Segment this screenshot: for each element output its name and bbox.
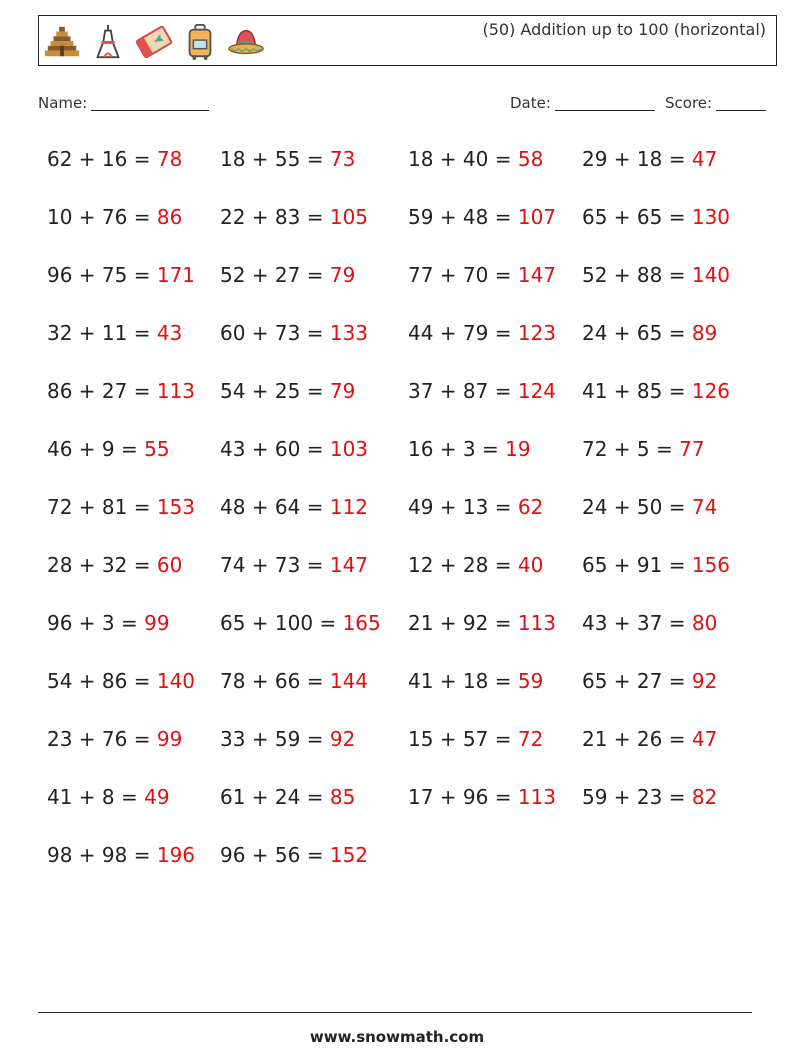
problem-answer: 140: [691, 263, 731, 287]
problem-answer: 144: [329, 669, 369, 693]
problem-answer: 58: [517, 147, 544, 171]
problem-answer: 92: [329, 727, 356, 751]
problem-item: [220, 669, 368, 693]
problem-item: [220, 205, 368, 229]
problem-answer: 112: [329, 495, 369, 519]
problem-question: 41 + 18 =: [408, 669, 518, 693]
problem-question: 24 + 65 =: [582, 321, 692, 345]
problem-item: [582, 263, 730, 287]
problem-question: 60 + 73 =: [220, 321, 330, 345]
problem-answer: 133: [329, 321, 369, 345]
pyramid-icon: [43, 23, 81, 61]
eiffel-tower-icon: [89, 23, 127, 61]
problem-question: 18 + 55 =: [220, 147, 330, 171]
problem-question: 54 + 25 =: [220, 379, 330, 403]
problem-question: 24 + 50 =: [582, 495, 692, 519]
problem-question: 41 + 8 =: [47, 785, 145, 809]
problem-question: 65 + 100 =: [220, 611, 343, 635]
problem-answer: 85: [329, 785, 356, 809]
problem-item: [47, 727, 182, 751]
problem-item: [408, 147, 543, 171]
problem-question: 59 + 23 =: [582, 785, 692, 809]
icon-strip: [43, 22, 265, 62]
problem-item: [47, 553, 182, 577]
problem-answer: 103: [329, 437, 369, 461]
suitcase-icon: [181, 23, 219, 61]
problem-question: 41 + 85 =: [582, 379, 692, 403]
problem-answer: 80: [691, 611, 718, 635]
problem-question: 22 + 83 =: [220, 205, 330, 229]
problem-answer: 105: [329, 205, 369, 229]
problem-item: [408, 263, 556, 287]
problem-question: 86 + 27 =: [47, 379, 157, 403]
boarding-pass-icon: [135, 23, 173, 61]
problem-question: 65 + 65 =: [582, 205, 692, 229]
problem-question: 61 + 24 =: [220, 785, 330, 809]
problem-answer: 152: [329, 843, 369, 867]
problem-question: 32 + 11 =: [47, 321, 157, 345]
problem-question: 10 + 76 =: [47, 205, 157, 229]
score-label: Score:: [665, 94, 713, 112]
date-label: Date:: [510, 94, 551, 112]
problem-item: [582, 379, 730, 403]
problem-item: [582, 669, 717, 693]
problem-item: [582, 147, 717, 171]
problem-item: [220, 553, 368, 577]
problem-question: 21 + 26 =: [582, 727, 692, 751]
problem-answer: 49: [144, 785, 170, 809]
problem-answer: 113: [517, 611, 557, 635]
problem-answer: 86: [156, 205, 183, 229]
problem-question: 21 + 92 =: [408, 611, 518, 635]
problem-item: [220, 495, 368, 519]
problem-question: 78 + 66 =: [220, 669, 330, 693]
problem-answer: 59: [517, 669, 544, 693]
worksheet-title: (50) Addition up to 100 (horizontal): [482, 20, 766, 39]
problem-item: [582, 611, 717, 635]
problem-answer: 89: [691, 321, 718, 345]
problem-item: [408, 321, 556, 345]
date-line: [555, 110, 655, 111]
problem-item: [47, 611, 170, 635]
problem-answer: 43: [156, 321, 183, 345]
problem-item: [408, 205, 556, 229]
problem-item: [47, 379, 195, 403]
problem-answer: 79: [329, 263, 356, 287]
problem-answer: 99: [144, 611, 170, 635]
problem-item: [220, 611, 381, 635]
problem-answer: 40: [517, 553, 544, 577]
problem-item: [582, 321, 717, 345]
problem-question: 48 + 64 =: [220, 495, 330, 519]
problem-item: [408, 553, 543, 577]
problem-item: [47, 321, 182, 345]
problem-answer: 74: [691, 495, 718, 519]
problem-item: [582, 437, 705, 461]
problem-question: 29 + 18 =: [582, 147, 692, 171]
problem-item: [408, 379, 556, 403]
sombrero-icon: [227, 23, 265, 61]
problem-answer: 153: [156, 495, 196, 519]
score-line: [716, 110, 766, 111]
problem-item: [47, 785, 170, 809]
problem-item: [220, 843, 368, 867]
problem-answer: 92: [691, 669, 718, 693]
problem-item: [220, 321, 368, 345]
problem-answer: 171: [156, 263, 196, 287]
problem-item: [582, 553, 730, 577]
problem-answer: 60: [156, 553, 183, 577]
problem-item: [408, 437, 531, 461]
footer-url: www.snowmath.com: [309, 1028, 485, 1046]
problem-question: 43 + 60 =: [220, 437, 330, 461]
problem-answer: 99: [156, 727, 183, 751]
problem-question: 37 + 87 =: [408, 379, 518, 403]
problem-answer: 47: [691, 147, 718, 171]
problem-question: 15 + 57 =: [408, 727, 518, 751]
problem-question: 77 + 70 =: [408, 263, 518, 287]
problem-answer: 79: [329, 379, 356, 403]
name-line: [91, 110, 209, 111]
problem-question: 33 + 59 =: [220, 727, 330, 751]
problem-item: [47, 263, 195, 287]
problem-question: 43 + 37 =: [582, 611, 692, 635]
problem-question: 59 + 48 =: [408, 205, 518, 229]
problem-answer: 147: [329, 553, 369, 577]
problem-item: [47, 147, 182, 171]
problem-question: 96 + 75 =: [47, 263, 157, 287]
problem-question: 74 + 73 =: [220, 553, 330, 577]
problem-question: 46 + 9 =: [47, 437, 145, 461]
problem-item: [408, 785, 556, 809]
problem-question: 54 + 86 =: [47, 669, 157, 693]
problem-item: [408, 495, 543, 519]
problem-item: [582, 785, 717, 809]
problem-item: [47, 437, 170, 461]
problem-item: [582, 495, 717, 519]
problem-answer: 82: [691, 785, 718, 809]
problem-question: 18 + 40 =: [408, 147, 518, 171]
problem-item: [47, 843, 195, 867]
problem-answer: 113: [517, 785, 557, 809]
name-label: Name:: [38, 94, 88, 112]
problem-item: [408, 611, 556, 635]
problem-question: 96 + 56 =: [220, 843, 330, 867]
problem-item: [408, 669, 543, 693]
problem-answer: 165: [342, 611, 381, 635]
problem-item: [220, 379, 355, 403]
problem-question: 72 + 5 =: [582, 437, 680, 461]
problem-question: 52 + 88 =: [582, 263, 692, 287]
problem-question: 16 + 3 =: [408, 437, 506, 461]
problem-answer: 126: [691, 379, 731, 403]
problem-answer: 156: [691, 553, 731, 577]
problem-item: [47, 669, 195, 693]
problem-question: 23 + 76 =: [47, 727, 157, 751]
problem-item: [220, 147, 355, 171]
problem-answer: 55: [144, 437, 170, 461]
problem-answer: 113: [156, 379, 196, 403]
problem-answer: 72: [517, 727, 544, 751]
date-field: [510, 94, 655, 112]
problem-item: [582, 205, 730, 229]
problem-item: [220, 437, 368, 461]
problem-answer: 124: [517, 379, 557, 403]
problem-answer: 130: [691, 205, 731, 229]
problem-item: [47, 495, 195, 519]
problem-question: 44 + 79 =: [408, 321, 518, 345]
problem-answer: 77: [679, 437, 705, 461]
problem-answer: 123: [517, 321, 557, 345]
problem-item: [582, 727, 717, 751]
problem-answer: 107: [517, 205, 557, 229]
problem-item: [220, 785, 355, 809]
problem-item: [408, 727, 543, 751]
problem-answer: 19: [505, 437, 531, 461]
problem-question: 96 + 3 =: [47, 611, 145, 635]
problem-item: [220, 727, 355, 751]
header-box: [38, 15, 777, 66]
problem-answer: 147: [517, 263, 557, 287]
problem-answer: 73: [329, 147, 356, 171]
problem-item: [47, 205, 182, 229]
score-field: [665, 94, 766, 112]
problem-question: 12 + 28 =: [408, 553, 518, 577]
problem-question: 17 + 96 =: [408, 785, 518, 809]
problem-answer: 78: [156, 147, 183, 171]
footer-divider: [38, 1012, 752, 1013]
problem-item: [220, 263, 355, 287]
name-field: [38, 94, 209, 112]
problem-answer: 62: [517, 495, 544, 519]
problem-question: 49 + 13 =: [408, 495, 518, 519]
problem-answer: 196: [156, 843, 196, 867]
problem-question: 65 + 91 =: [582, 553, 692, 577]
problem-answer: 47: [691, 727, 718, 751]
problem-question: 62 + 16 =: [47, 147, 157, 171]
problem-question: 98 + 98 =: [47, 843, 157, 867]
problem-answer: 140: [156, 669, 196, 693]
problem-question: 28 + 32 =: [47, 553, 157, 577]
problem-question: 65 + 27 =: [582, 669, 692, 693]
problem-question: 52 + 27 =: [220, 263, 330, 287]
problem-question: 72 + 81 =: [47, 495, 157, 519]
